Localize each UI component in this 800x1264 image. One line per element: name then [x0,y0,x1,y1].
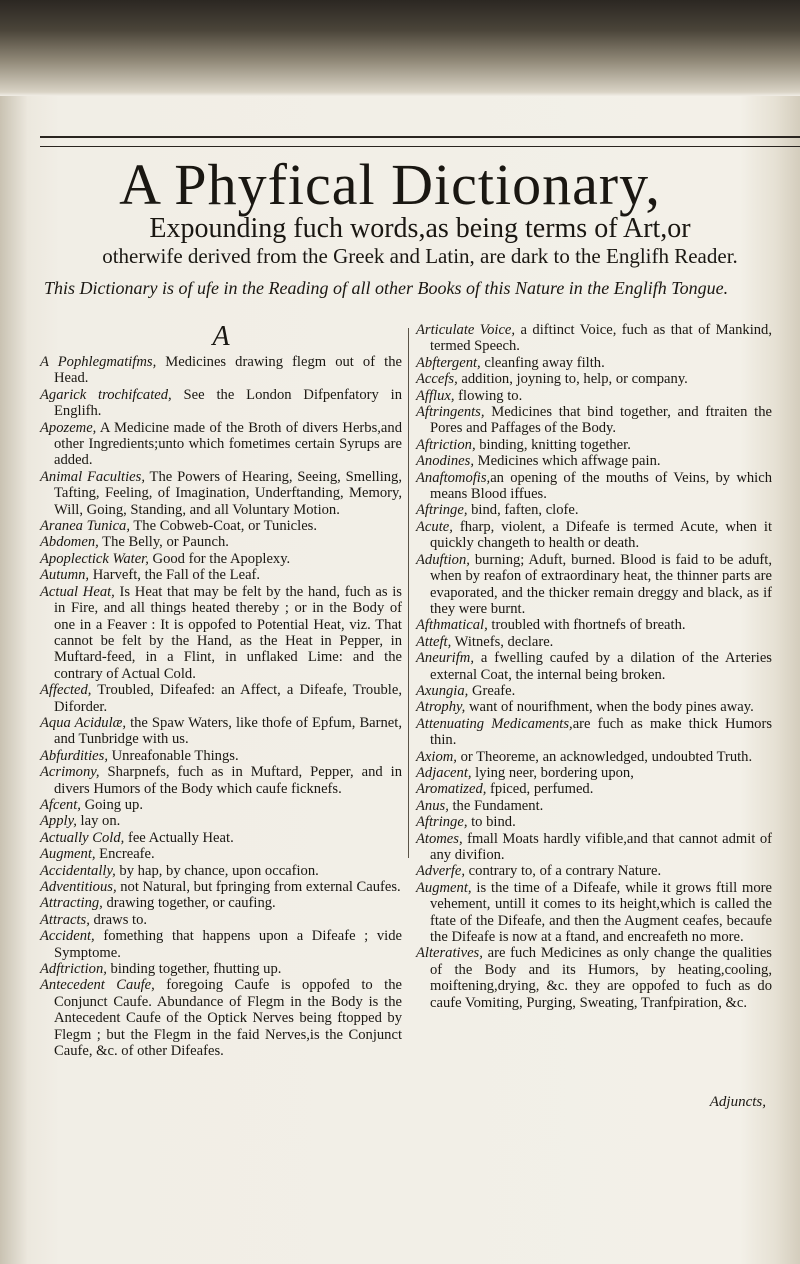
entry-term: Anus, [416,797,449,814]
dictionary-entry [40,469,402,518]
dictionary-entry [416,683,772,699]
entry-term: Afcent, [40,796,81,813]
entry-term: Aneurifm, [416,650,474,667]
entry-definition: The Belly, or Paunch. [98,534,229,551]
dictionary-entry [40,813,402,829]
page-top-edge [0,0,800,96]
dictionary-entry [416,470,772,503]
entry-definition: Medicines that bind together, and ftraiten the Pores and Paffages of the Body. [430,404,772,437]
entry-term: Apoplectick Water, [40,550,149,567]
entry-term: Adjacent, [416,764,472,781]
dictionary-entry [40,912,402,928]
entry-term: Apply, [40,813,77,830]
entry-definition: cleanfing away filth. [480,354,605,371]
entry-definition: Sharpnefs, fuch as in Muftard, Pepper, and in divers Humors of the Body which caufe ficknefs. [54,764,402,797]
entry-term: Apozeme, [40,419,97,436]
entry-definition: Greafe. [468,682,516,699]
dictionary-entry [40,748,402,764]
entry-definition: Witnefs, declare. [451,633,554,650]
entry-term: Aromatized, [416,781,487,798]
entry-term: Acrimony, [40,764,100,781]
entry-term: Anaftomofis, [416,469,491,486]
entry-definition: an opening of the mouths of Veins, by which means Blood iffues. [430,469,772,503]
dictionary-entry [40,846,402,862]
entry-definition: fomething that happens upon a Difeafe ; vide Symptome. [54,928,402,961]
dictionary-entry [40,797,402,813]
entry-term: Augment, [40,846,96,863]
dictionary-entry [416,437,772,453]
dictionary-entry [416,798,772,814]
entry-term: Attracts, [40,911,90,928]
entry-term: Atrophy, [416,699,466,716]
dictionary-entry [40,682,402,715]
dictionary-entry [416,749,772,765]
dictionary-entry [40,715,402,748]
entry-definition: fpiced, perfumed. [486,781,594,798]
entry-term: Aftringe, [416,814,468,831]
entry-definition: Medicines drawing flegm out of the Head. [54,354,402,387]
entry-term: Attracting, [40,895,103,912]
entry-definition: draws to. [89,911,148,928]
dictionary-entry [416,388,772,404]
dictionary-entry [40,534,402,550]
dictionary-entry [416,634,772,650]
entry-term: Afthmatical, [416,617,488,634]
header-rule-thin [40,146,800,147]
entry-term: Afflux, [416,387,455,404]
entry-definition: binding, knitting together. [475,436,631,453]
entry-term: Actually Cold, [40,829,125,846]
entry-definition: flowing to. [454,387,523,404]
entry-definition: The Powers of Hearing, Seeing, Smelling, Tafting, Feeling, of Imagination, Underftanding, Memory, Will, Going, Standing, and all Voluntary Motion. [54,468,402,518]
entry-definition: are fuch as make thick Humors thin. [430,715,773,749]
entry-definition: troubled with fhortnefs of breath. [487,617,686,634]
entry-definition: not Natural, but fpringing from external Caufes. [116,879,401,895]
entry-term: Articulate Voice, [416,322,516,338]
entry-term: A Pophlegmatifms, [40,354,157,370]
entry-term: Axungia, [416,682,469,699]
dictionary-entry [416,453,772,469]
entry-term: Anodines, [416,453,474,470]
subtitle: Expounding fuch words,as being terms of Art,or [149,213,691,244]
dictionary-entry [40,977,402,1059]
dictionary-entry [40,764,402,797]
dictionary-entry [416,945,772,1011]
dictionary-entry [40,551,402,567]
entry-definition: addition, joyning to, help, or company. [457,371,688,388]
entry-term: Alteratives, [416,945,483,962]
dictionary-entry [40,895,402,911]
catchword: Adjuncts, [709,1094,766,1110]
entry-term: Aranea Tunica, [40,518,130,535]
entry-definition: a diftinct Voice, fuch as that of Mankind, termed Speech. [430,322,773,355]
dictionary-entry [416,781,772,797]
dictionary-entry [40,863,402,879]
dictionary-entry [40,420,402,469]
dictionary-entry [40,961,402,977]
dictionary-entry [416,831,772,864]
entry-definition: Troubled, Difeafed: an Affect, a Difeafe, Trouble, Diforder. [54,682,402,715]
dictionary-entry [416,863,772,879]
entry-term: Adverfe, [416,863,466,880]
entry-definition: See the London Difpenfatory in Englifh. [54,386,402,420]
entry-term: Actual Heat, [40,583,115,600]
entry-definition: want of nourifhment, when the body pines away. [465,699,754,716]
entry-term: Autumn, [40,567,90,584]
entry-term: Augment, [416,879,472,896]
entry-term: Aduftion, [416,551,470,568]
entry-term: Aftringe, [416,502,468,519]
entry-term: Atteft, [416,633,452,650]
entry-definition: fharp, violent, a Difeafe is termed Acute, when it quickly changeth to health or death. [430,518,772,552]
entry-term: Atomes, [416,830,463,847]
entry-term: Attenuating Medicaments, [416,715,573,732]
entry-definition: Good for the Apoplexy. [148,550,291,567]
dictionary-entry [416,814,772,830]
entry-term: Axiom, [416,748,457,765]
entry-term: Antecedent Caufe, [40,977,155,994]
left-column [40,322,402,1059]
dictionary-entry [416,404,772,437]
entry-term: Agarick trochifcated, [40,386,172,403]
entry-definition: Medicines which affwage pain. [473,453,661,470]
entry-definition: foregoing Caufe is oppofed to the Conjunct Caufe. Abundance of Flegm in the Body is the Antecedent Caufe of the Optick Nerves being ftopped by Flegm ; but the Flegm in the faid Nerves,is the Conjunct Caufe, &c. of other Difeafes. [54,977,402,1060]
page-title: A Phyfical Dictionary, [119,152,661,217]
entry-term: Affected, [40,682,92,699]
usage-note: This Dictionary is of ufe in the Reading of all other Books of this Nature in the Englifh Tongue. [44,278,729,298]
dictionary-entry [416,765,772,781]
column-divider [408,328,409,858]
entry-definition: by hap, by chance, upon occafion. [115,862,319,879]
entry-definition: the Spaw Waters, like thofe of Epfum, Barnet, and Tunbridge with us. [54,714,402,748]
entry-definition: or Theoreme, an acknowledged, undoubted Truth. [456,748,753,765]
entry-definition: burning; Aduft, burned. Blood is faid to be aduft, when by reafon of extraordinary heat, the thinner parts are evaporated, and the thicker remain dreggy and black, as if they were burnt. [430,551,772,617]
entry-term: Acute, [416,518,453,535]
entry-definition: lying neer, bordering upon, [471,764,634,781]
entry-definition: Going up. [80,796,143,813]
dictionary-entry [416,355,772,371]
dictionary-entry [416,880,772,946]
entry-definition: lay on. [76,813,121,830]
entry-term: Abdomen, [40,534,99,551]
dictionary-entry [40,928,402,961]
entry-definition: Encreafe. [95,846,155,863]
entry-term: Aftriction, [416,436,476,453]
header-rule [40,136,800,138]
entry-definition: The Cobweb-Coat, or Tunicles. [130,518,318,535]
entry-term: Aftringents, [416,404,485,421]
entry-definition: Is Heat that may be felt by the hand, fuch as is in Fire, and all things heated thereby ; or in the Body of one in a Feaver : It is oppofed to Potential Heat, viz. That cannot be felt by the Hand, as the Heat in Pepper, in Muftard-feed, in a Flint, in unflaked Lime: and the contrary of Actual Cold. [54,583,402,682]
entry-term: Accidentally, [40,862,116,879]
entry-definition: binding together, fhutting up. [106,961,282,978]
entry-definition: contrary to, of a contrary Nature. [465,863,662,880]
left-entry-list [40,354,402,1059]
dictionary-entry [40,584,402,682]
subtitle-second-line: otherwife derived from the Greek and Latin, are dark to the Englifh Reader. [102,244,738,268]
dictionary-entry [416,322,772,355]
entry-term: Aqua Acidulæ, [40,714,127,731]
right-entry-list [416,322,772,1011]
entry-term: Accident, [40,928,95,945]
entry-term: Adventitious, [40,879,117,895]
entry-term: Abftergent, [416,354,481,371]
entry-definition: fmall Moats hardly vifible,and that cannot admit of any divifion. [430,830,772,863]
dictionary-entry [40,354,402,387]
entry-term: Accefs, [416,371,458,388]
entry-term: Animal Faculties, [40,468,145,485]
entry-definition: Unreafonable Things. [107,747,239,764]
entry-term: Abfurdities, [40,747,108,764]
entry-definition: Harveft, the Fall of the Leaf. [89,567,261,584]
right-column [416,322,772,1011]
dictionary-entry [416,552,772,618]
entry-definition: drawing together, or caufing. [102,895,276,912]
dictionary-entry [416,650,772,683]
dictionary-entry [40,387,402,420]
dictionary-entry [416,519,772,552]
entry-definition: are fuch Medicines as only change the qualities of the Body and its Humors, by heating,cooling, moiftening,drying, &c. they are oppofed to fuch as do caufe Vomiting, Purging, Sweating, Tranfpiration, &c. [430,945,772,1011]
dictionary-entry [40,830,402,846]
dictionary-entry [416,716,772,749]
dictionary-entry [416,502,772,518]
entry-definition: the Fundament. [448,797,544,814]
entry-definition: to bind. [467,814,516,831]
entry-definition: A Medicine made of the Broth of divers Herbs,and other Ingredients;unto which fometimes certain Syrups are added. [54,419,402,469]
section-letter: A [212,321,230,352]
dictionary-entry [416,371,772,387]
entry-term: Adftriction, [40,961,107,978]
dictionary-entry [40,518,402,534]
dictionary-entry [416,699,772,715]
dictionary-entry [40,567,402,583]
entry-definition: fee Actually Heat. [124,829,234,846]
entry-definition: is the time of a Difeafe, while it grows ftill more vehement, untill it comes to its height,which is called the ftate of the Difeafe, and then the Augment ceafes, becaufe the Difeafe is now at a ftand, and encreafeth no more. [430,879,772,946]
entry-definition: bind, faften, clofe. [467,502,579,519]
dictionary-entry [40,879,402,895]
dictionary-entry [416,617,772,633]
entry-definition: a fwelling caufed by a dilation of the Arteries external Coat, the internal being broken. [430,650,772,683]
